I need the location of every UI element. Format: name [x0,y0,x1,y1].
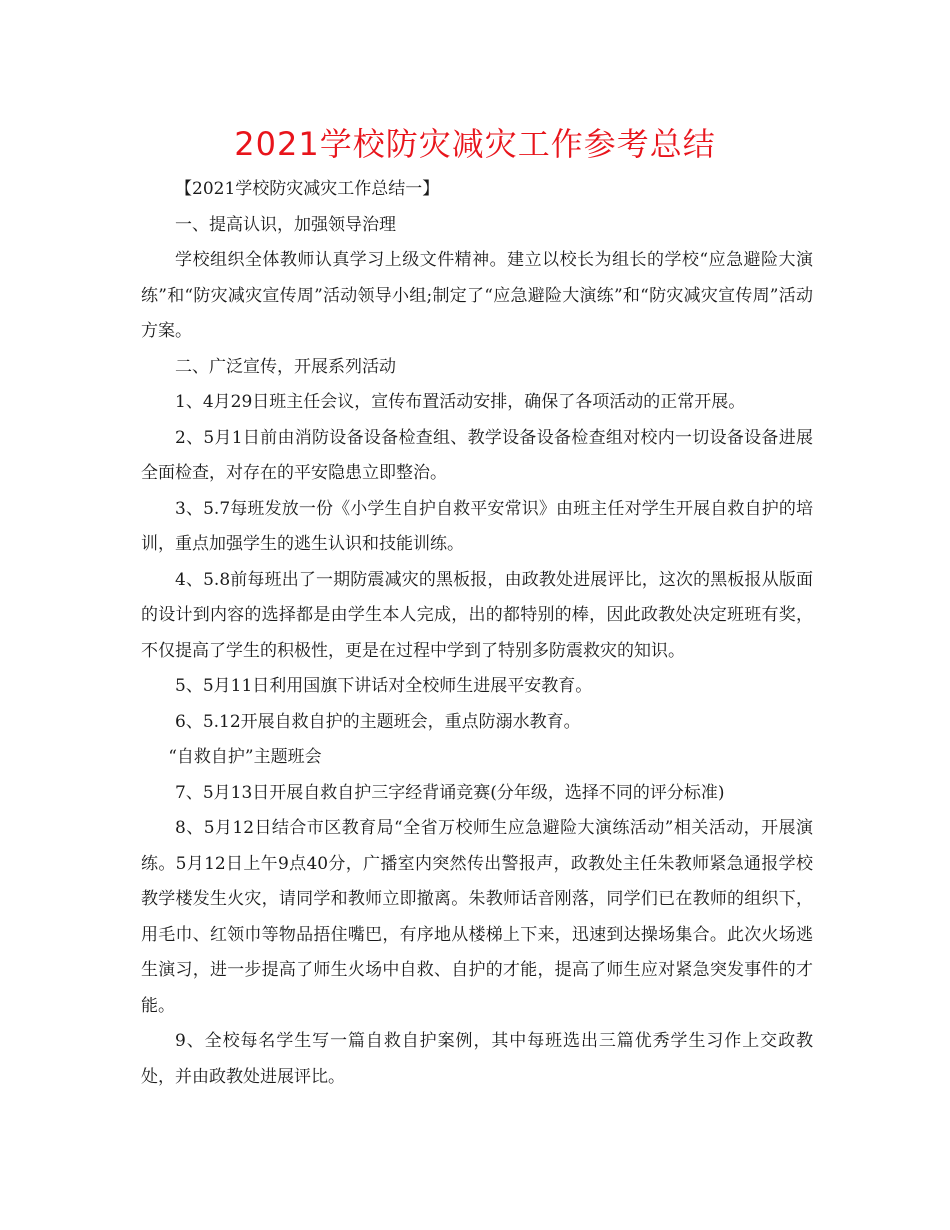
list-item: 6、5.12开展自救自护的主题班会，重点防溺水教育。 [175,711,581,732]
section-heading: 一、提高认识，加强领导治理 [175,214,396,235]
list-item: 7、5月13日开展自救自护三字经背诵竞赛(分年级，选择不同的评分标准) [175,782,725,803]
list-item: 4、5.8前每班出了一期防震减灾的黑板报，由政教处进展评比，这次的黑板报从版面的设计到内容的选择都是由学生本人完成，出的都特别的棒，因此政教处决定班班有奖，不仅提高了学生的积极性，更是在过程中学到了特别多防震救灾的知识。 [141,569,813,661]
list-item: 9、全校每名学生写一篇自救自护案例，其中每班选出三篇优秀学生习作上交政教处，并由政教处进展评比。 [141,1031,813,1087]
body-paragraph: 学校组织全体教师认真学习上级文件精神。建立以校长为组长的学校“应急避险大演练”和“防灾减灾宣传周”活动领导小组;制定了“应急避险大演练”和“防灾减灾宣传周”活动方案。 [141,250,813,341]
document-body [141,172,813,1095]
list-item: 3、5.7每班发放一份《小学生自护自救平安常识》由班主任对学生开展自救自护的培训，重点加强学生的逃生认识和技能训练。 [141,498,813,554]
list-item: 5、5月11日利用国旗下讲话对全校师生进展平安教育。 [175,676,593,696]
list-item: 8、5月12日结合市区教育局“全省万校师生应急避险大演练活动”相关活动，开展演练。5月12日上午9点40分，广播室内突然传出警报声，政教处主任朱教师紧急通报学校教学楼发生火灾，请同学和教师立即撤离。朱教师话音刚落，同学们已在教师的组织下，用毛巾、红领巾等物品捂住嘴巴，有序地从楼梯上下来，迅速到达操场集合。此次火场逃生演习，进一步提高了师生火场中自救、自护的才能，提高了师生应对紧急突发事件的才能。 [141,818,813,1016]
list-item: 2、5月1日前由消防设备设备检查组、教学设备设备检查组对校内一切设备设备进展全面检查，对存在的平安隐患立即整治。 [141,427,813,483]
section-heading: 【2021学校防灾减灾工作总结一】 [175,179,440,199]
list-item: 1、4月29日班主任会议，宣传布置活动安排，确保了各项活动的正常开展。 [175,392,746,412]
section-heading: 二、广泛宣传，开展系列活动 [175,356,396,377]
caption-line: “自救自护”主题班会 [168,747,322,767]
document-title: 2021学校防灾减灾工作参考总结 [234,125,716,163]
